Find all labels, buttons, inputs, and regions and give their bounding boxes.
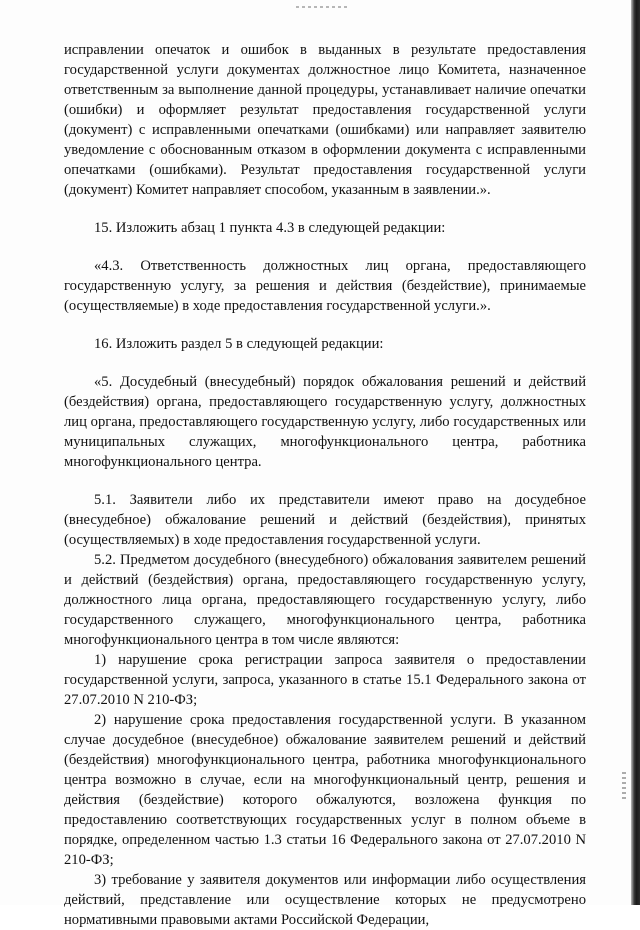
list-item-3: 3) требование у заявителя документов или информации либо осуществления действий, представление или осуществление которых не предусмотрено нормативными правовыми актами Российской Федерации, xyxy=(64,872,586,928)
scan-edge-shadow xyxy=(631,0,640,905)
section-5-heading: «5. Досудебный (внесудебный) порядок обжалования решений и действий (бездействия) органа, предоставляющего государственную услугу, должностных лиц органа, предоставляющего государственную услугу, либо государственных или муниципальных служащих, многофункционального центра, работника многофункционального центра. xyxy=(64,374,586,470)
list-item-1: 1) нарушение срока регистрации запроса заявителя о предоставлении государственной услуги, запроса, указанного в статье 15.1 Федерального закона от 27.07.2010 N 210-ФЗ; xyxy=(64,652,586,708)
paragraph-item-16: 16. Изложить раздел 5 в следующей редакции: xyxy=(94,336,384,352)
paragraph-item-15: 15. Изложить абзац 1 пункта 4.3 в следующей редакции: xyxy=(94,220,446,236)
paragraph-continuation: исправлении опечаток и ошибок в выданных в результате предоставления государственной услуги документах должностное лицо Комитета, назначенное ответственным за выполнение данной процедуры, устанавливает наличие опечатки (ошибки) и оформляет результат предоставления государственной услуги (документ) с исправленными опечатками (ошибками) или направляет заявителю уведомление с обоснованным отказом в оформлении документа с исправленными опечатками (ошибками). Результат предоставления государственной услуги (документ) Комитет направляет способом, указанным в заявлении.». xyxy=(64,42,586,198)
paragraph-5-1: 5.1. Заявители либо их представители имеют право на досудебное (внесудебное) обжалование решений и действий (бездействия), принятых (осуществляемых) в ходе предоставления государственной услуги. xyxy=(64,492,586,548)
list-item-2: 2) нарушение срока предоставления государственной услуги. В указанном случае досудебное (внесудебное) обжалование заявителем решений и действий (бездействия) многофункционального центра, работника многофункционального центра возможно в случае, если на многофункциональный центр, решения и действия (бездействие) которого обжалуются, возложена функция по предоставлению соответствующих государственных услуг в полном объеме в порядке, определенном частью 1.3 статьи 16 Федерального закона от 27.07.2010 N 210-ФЗ; xyxy=(64,712,586,868)
document-body xyxy=(64,40,586,930)
paragraph-5-2: 5.2. Предметом досудебного (внесудебного) обжалования заявителем решений и действий (бездействия) органа, предоставляющего государственную услугу, должностного лица органа, предоставляющего государственную услугу, либо государственного служащего, многофункционального центра, работника многофункционального центра в том числе являются: xyxy=(64,552,586,648)
scan-artifact xyxy=(622,772,626,802)
scan-artifact xyxy=(296,6,348,8)
paragraph-section-4-3: «4.3. Ответственность должностных лиц органа, предоставляющего государственную услугу, за решения и действия (бездействие), принимаемые (осуществляемые) в ходе предоставления государственной услуги.». xyxy=(64,258,586,314)
